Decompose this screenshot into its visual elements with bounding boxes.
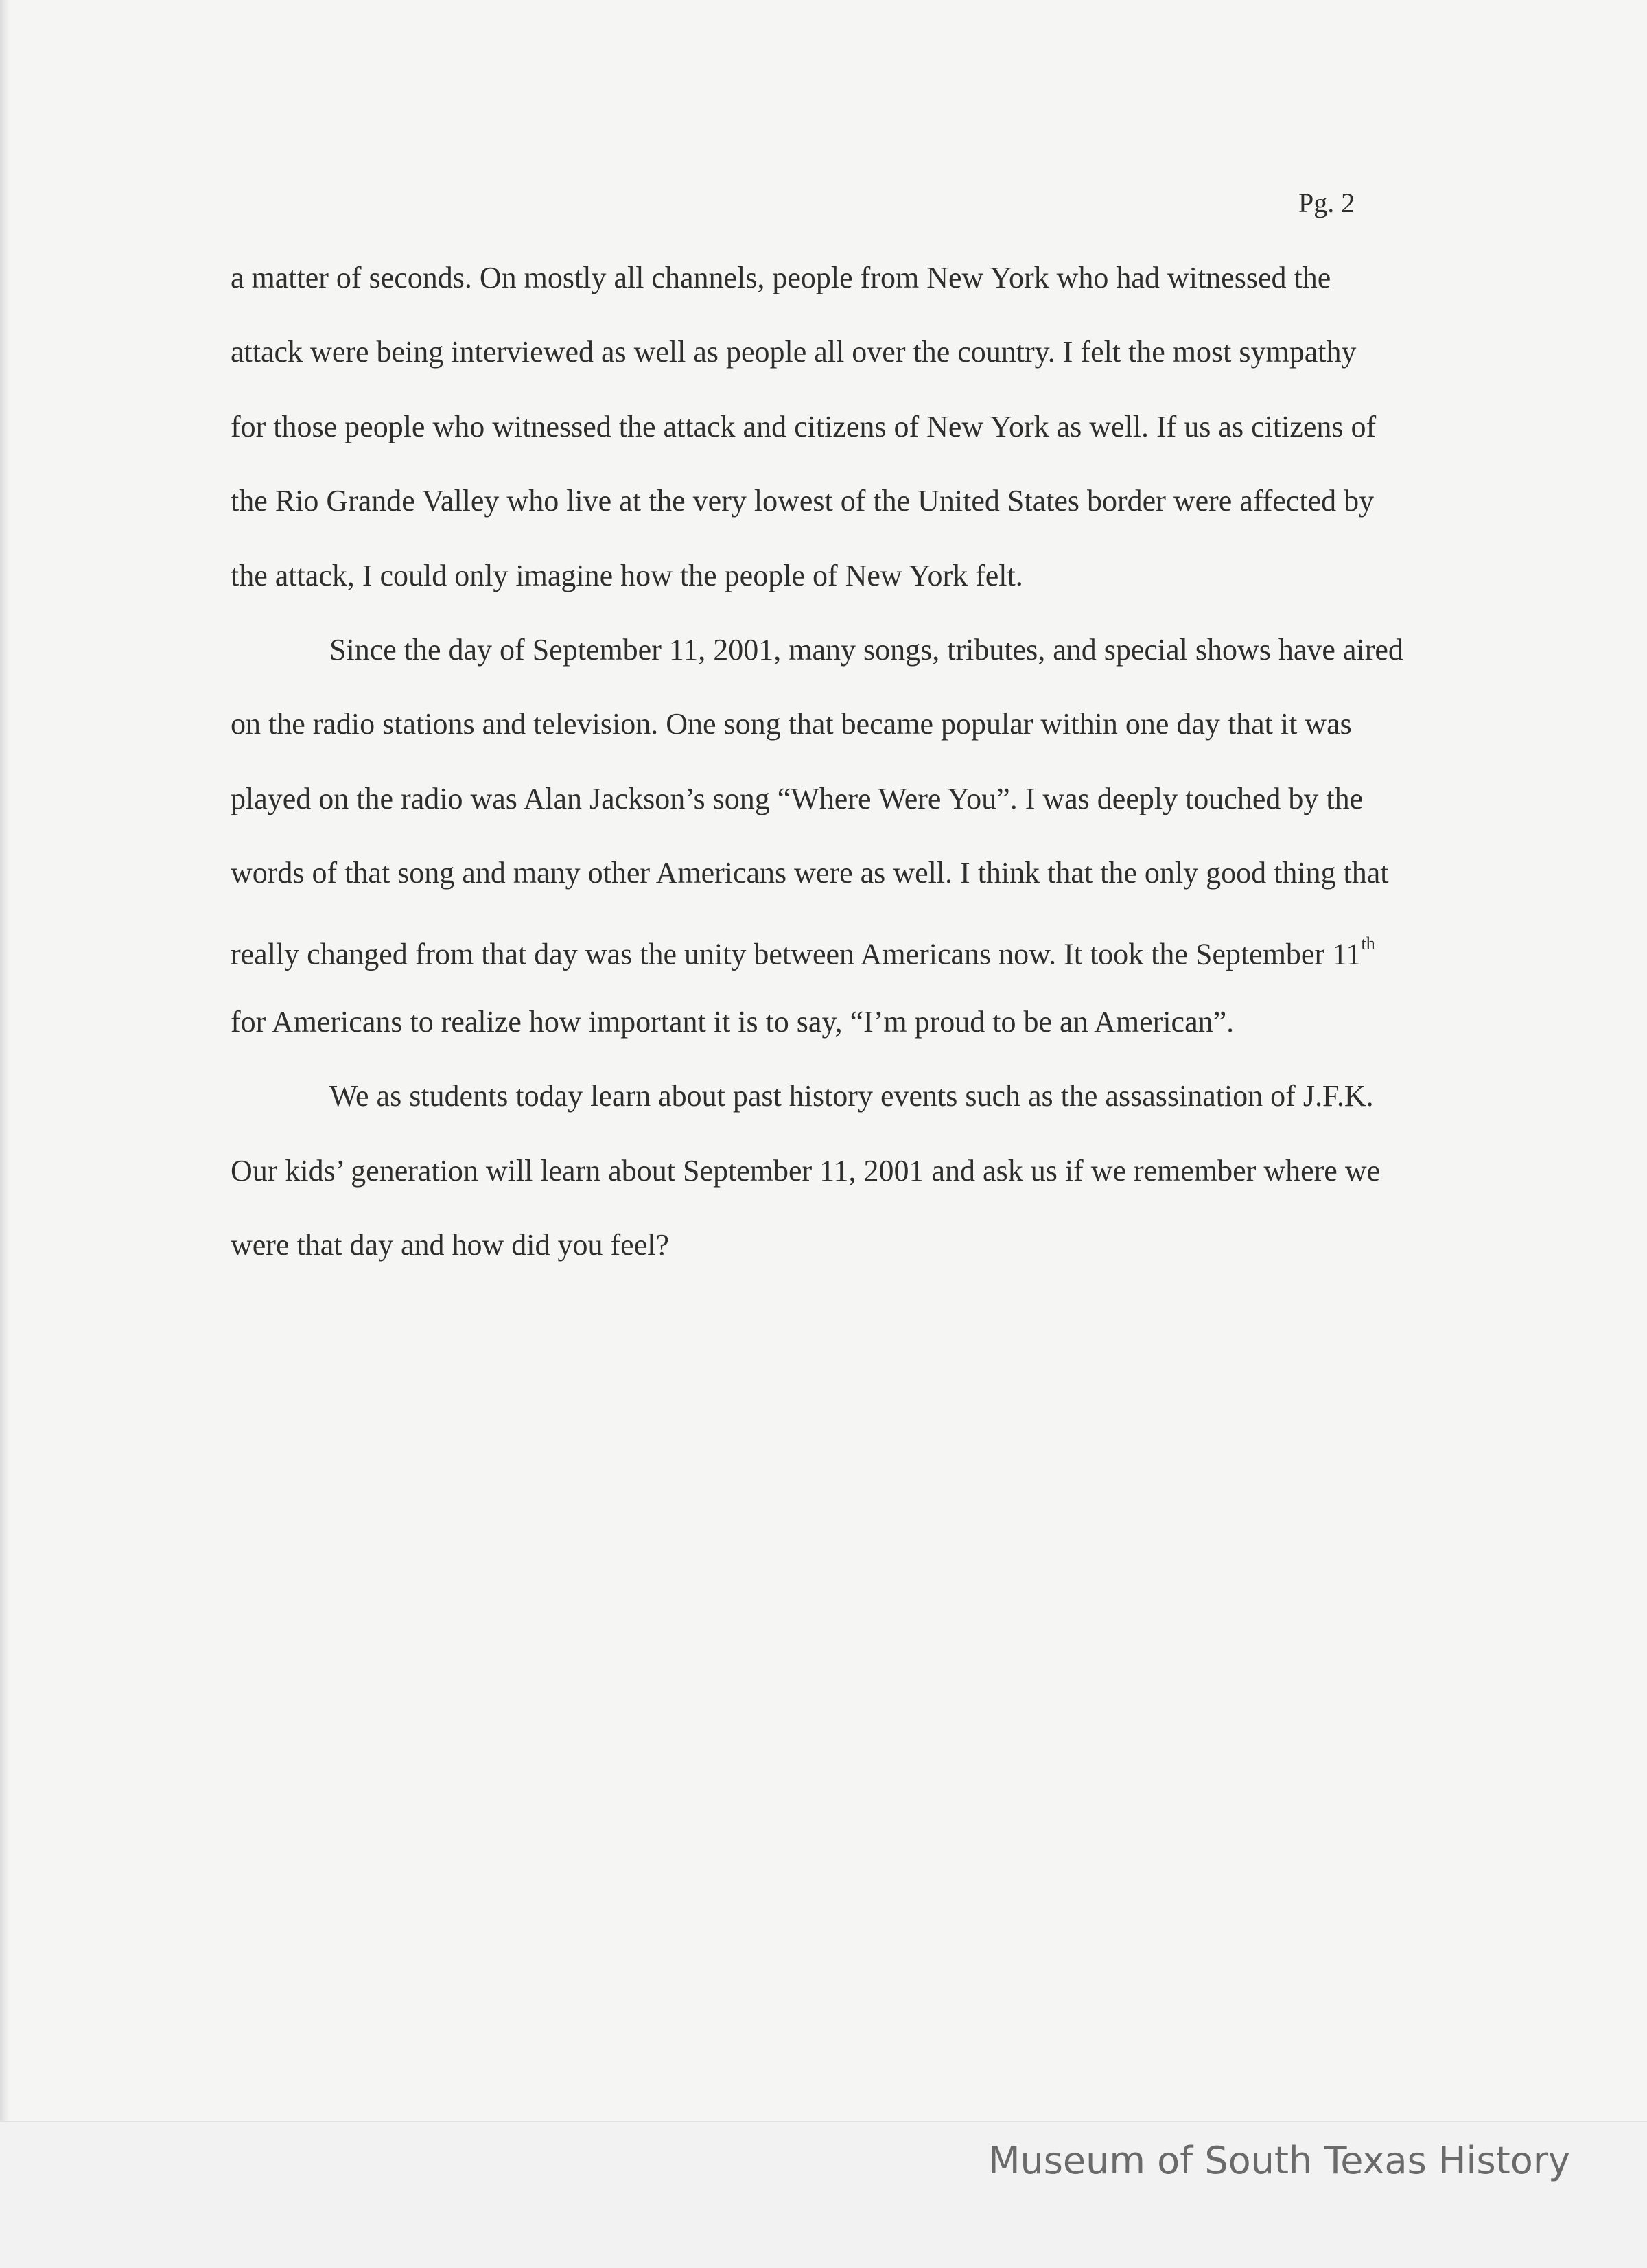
text-line: played on the radio was Alan Jackson’s song “Where Were You”. I was deeply touched by the xyxy=(231,781,1364,815)
museum-credit: Museum of South Texas History xyxy=(988,2139,1570,2182)
text-line: for Americans to realize how important it is to say, “I’m proud to be an American”. xyxy=(231,1004,1235,1039)
paragraph-start-line: We as students today learn about past history events such as the assassination of J.F.K. xyxy=(329,1079,1374,1113)
text-line: the Rio Grande Valley who live at the very lowest of the United States border were affected by xyxy=(231,484,1375,518)
text-line: attack were being interviewed as well as people all over the country. I felt the most sympathy xyxy=(231,335,1357,369)
essay-body xyxy=(231,257,1480,1299)
page-edge-shadow xyxy=(0,0,10,2267)
text-line: a matter of seconds. On mostly all channels, people from New York who had witnessed the xyxy=(231,261,1331,294)
text-line: on the radio stations and television. One song that became popular within one day that it was xyxy=(231,707,1352,741)
text-line: really changed from that day was the unity between Americans now. It took the September 11th xyxy=(231,933,1375,971)
text-line: the attack, I could only imagine how the people of New York felt. xyxy=(231,558,1023,592)
superscript-th: th xyxy=(1361,933,1375,953)
text-line: Our kids’ generation will learn about September 11, 2001 and ask us if we remember where we xyxy=(231,1153,1381,1188)
text-line: for those people who witnessed the attack and citizens of New York as well. If us as citizens of xyxy=(231,409,1377,443)
page-number: Pg. 2 xyxy=(1298,187,1355,218)
text-line: words of that song and many other Americans were as well. I think that the only good thing that xyxy=(231,856,1389,890)
text-line: were that day and how did you feel? xyxy=(231,1228,669,1262)
paragraph-start-line: Since the day of September 11, 2001, many songs, tributes, and special shows have aired xyxy=(329,632,1403,667)
